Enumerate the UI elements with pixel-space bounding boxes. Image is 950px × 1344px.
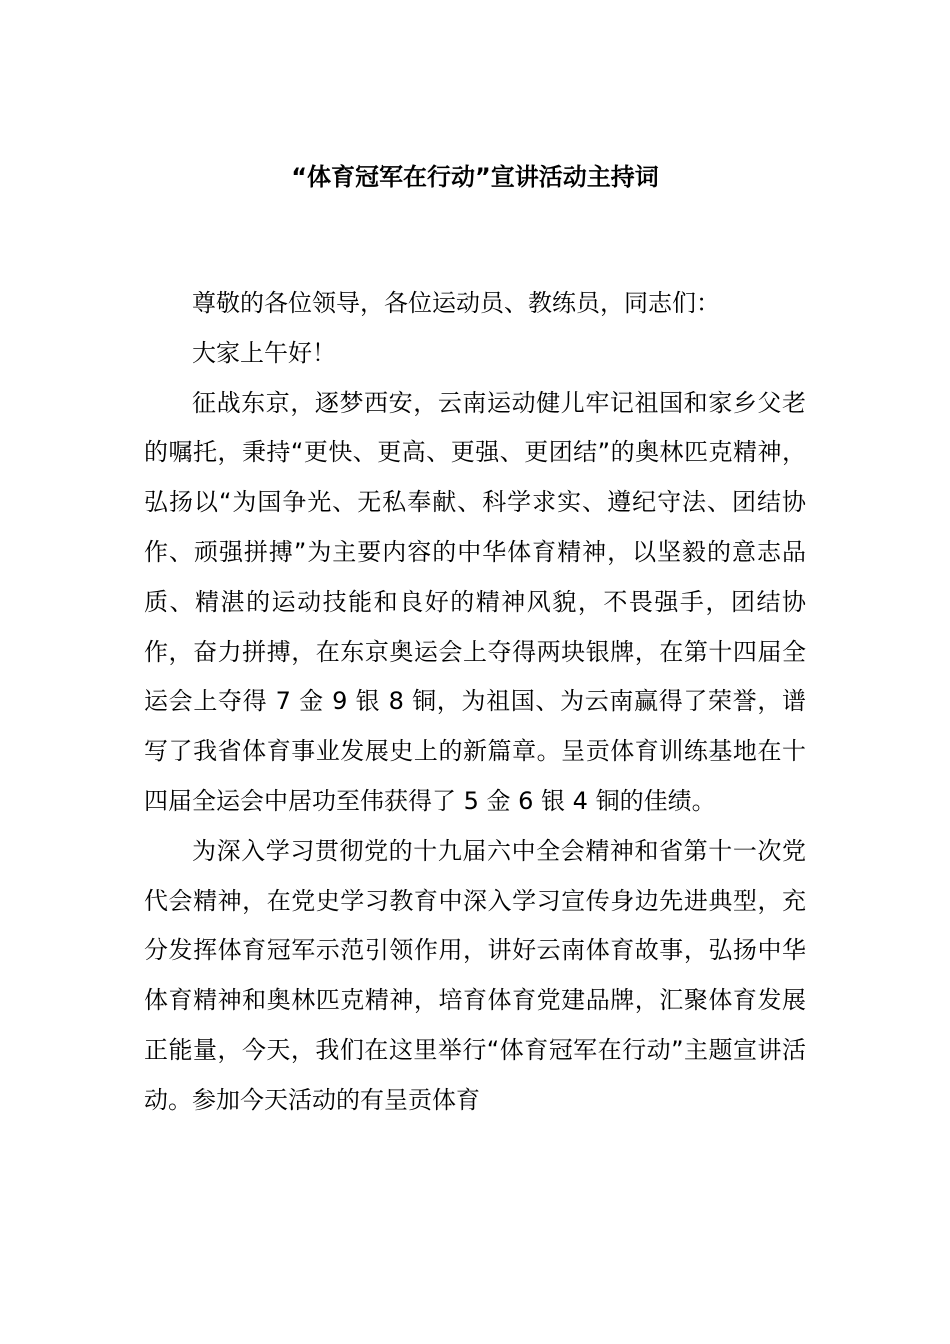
paragraph-purpose: 为深入学习贯彻党的十九届六中全会精神和省第十一次党代会精神，在党史学习教育中深入学习宣传身边先进典型，充分发挥体育冠军示范引领作用，讲好云南体育故事，弘扬中华体育精神和奥林匹克精神，培育体育党建品牌，汇聚体育发展正能量，今天，我们在这里举行“体育冠军在行动”主题宣讲活动。参加今天活动的有呈贡体育	[144, 836, 806, 1114]
paragraph-salutation: 尊敬的各位领导，各位运动员、教练员，同志们：	[192, 289, 720, 317]
paragraph-achievements: 征战东京，逐梦西安，云南运动健儿牢记祖国和家乡父老的嘱托，秉持“更快、更高、更强、更团结”的奥林匹克精神，弘扬以“为国争光、无私奉献、科学求实、遵纪守法、团结协作、顽强拼搏”为主要内容的中华体育精神，以坚毅的意志品质、精湛的运动技能和良好的精神风貌，不畏强手，团结协作，奋力拼搏，在东京奥运会上夺得两块银牌，在第十四届全运会上夺得 7 金 9 银 8 铜，为祖国、为云南赢得了荣誉，谱写了我省体育事业发展史上的新篇章。呈贡体育训练基地在十四届全运会中居功至伟获得了 5 金 6 银 4 铜的佳绩。	[144, 388, 806, 815]
paragraph-greeting: 大家上午好！	[192, 338, 336, 367]
document-title: “体育冠军在行动”宣讲活动主持词	[291, 163, 659, 191]
document-body	[144, 279, 806, 1126]
